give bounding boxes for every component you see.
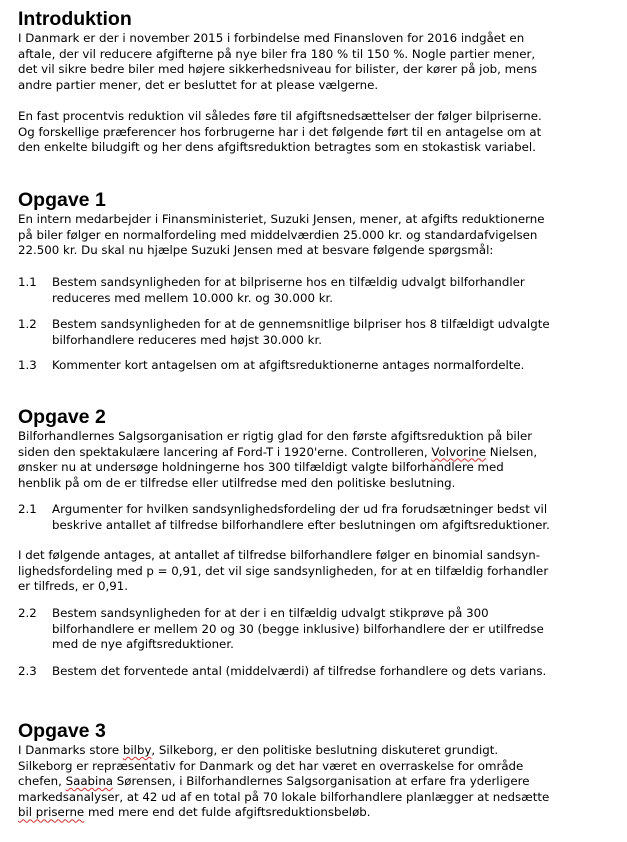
text-line: det vil sikre bedre biler med højere sikkerhedsniveau for bilister, der kører på job, mens	[18, 62, 538, 77]
text-line: Og forskellige præferencer hos forbrugerne har i det følgende ført til en antagelse om at	[18, 124, 542, 139]
text-line: En fast procentvis reduktion vil således føre til afgiftsnedsættelser der følger bilpriserne.	[18, 109, 542, 123]
text-line: andre partier mener, det er besluttet for at please vælgerne.	[18, 77, 379, 92]
text-line: I det følgende antages, at antallet af tilfredse bilforhandlere følger en binomial sandsyn-	[18, 548, 541, 562]
text-line: I Danmark er der i november 2015 i forbindelse med Finansloven for 2016 indgået en	[18, 31, 525, 45]
text-line: beskrive antallet af tilfredse bilforhandlere efter beslutningen om afgiftsreduktioner.	[52, 517, 550, 532]
text-line: aftale, der vil reducere afgifterne på nye biler fra 180 % til 150 %. Nogle partier mener,	[18, 46, 536, 61]
text-line	[18, 445, 618, 461]
text-line: markedsanalyser, at 42 ud af en total på 70 lokale bilforhandlere planlægger at nedsætte	[18, 789, 550, 804]
heading-opgave-3: Opgave 3	[18, 720, 106, 742]
text-line	[18, 805, 618, 821]
text-line	[18, 774, 618, 790]
text-line: den enkelte biludgift og her dens afgiftsreduktion betragtes som en stokastisk variabel.	[18, 140, 536, 155]
text-fragment: I Danmarks store	[18, 743, 123, 757]
question-number: 1.1	[18, 275, 37, 289]
text-fragment: Sørensen, i Bilforhandlernes Salgsorganisation at erfare fra yderligere	[113, 774, 530, 789]
intro-paragraph-1	[18, 31, 618, 93]
heading-opgave-2: Opgave 2	[18, 406, 106, 428]
text-line: Silkeborg er repræsentativ for Danmark og det har været en overraskelse for område	[18, 758, 524, 773]
spellcheck-flagged-word: Saabina	[65, 774, 114, 789]
question-number: 1.3	[18, 358, 37, 372]
text-line: Bestem sandsynligheden for at de gennemsnitlige bilpriser hos 8 tilfældigt udvalgte	[52, 317, 550, 331]
text-line: Kommenter kort antagelsen om at afgiftsreduktionerne antages normalfordelte.	[52, 358, 525, 372]
question-number: 2.3	[18, 664, 37, 678]
question-number: 1.2	[18, 317, 37, 331]
text-line: henblik på om de er tilfredse eller utilfredse med den politiske beslutning.	[18, 475, 456, 490]
text-fragment: med mere end det fulde afgiftsreduktionsbeløb.	[84, 805, 371, 820]
text-line: En intern medarbejder i Finansministeriet, Suzuki Jensen, mener, at afgifts reduktionerne	[18, 212, 545, 226]
text-line: med de nye afgiftsreduktioner.	[52, 637, 234, 652]
text-line: Bilforhandlernes Salgsorganisation er rigtig glad for den første afgiftsreduktion på biler	[18, 429, 533, 443]
task2-paragraph-2	[18, 548, 618, 595]
text-fragment: , Silkeborg, er den politiske beslutning diskuteret grundigt.	[151, 743, 499, 757]
text-line: Bestem sandsynligheden for at der i en tilfældig udvalgt stikprøve på 300	[52, 606, 489, 620]
question-number: 2.2	[18, 606, 37, 620]
text-line: Bestem det forventede antal (middelværdi) af tilfredse forhandlere og dets varians.	[52, 664, 547, 678]
text-line: bilforhandlere er mellem 20 og 30 (begge inklusive) bilforhandlere der er utilfredse	[52, 621, 544, 636]
text-line	[18, 743, 618, 759]
text-line: bilforhandlere reduceres med højst 30.000 kr.	[52, 332, 323, 347]
intro-paragraph-2	[18, 109, 618, 156]
text-line: reduceres med mellem 10.000 kr. og 30.000 kr.	[52, 290, 334, 305]
task1-paragraph	[18, 212, 618, 259]
text-fragment: Nielsen,	[486, 444, 538, 459]
text-line: Bestem sandsynligheden for at bilpriserne hos en tilfældig udvalgt bilforhandler	[52, 275, 525, 289]
spellcheck-flagged-word: bil priserne	[18, 805, 85, 820]
text-line: lighedsfordeling med p = 0,91, det vil sige sandsynligheden, for at en tilfældig forhandler	[18, 563, 549, 578]
heading-introduktion: Introduktion	[18, 8, 132, 30]
heading-opgave-1: Opgave 1	[18, 189, 106, 211]
task3-paragraph	[18, 743, 618, 821]
text-line: Argumenter for hvilken sandsynlighedsfordeling der ud fra forudsætninger bedst vil	[52, 502, 548, 516]
text-line: er tilfreds, er 0,91.	[18, 579, 129, 594]
text-line: 22.500 kr. Du skal nu hjælpe Suzuki Jensen med at besvare følgende spørgsmål:	[18, 243, 494, 258]
text-line: på biler følger en normalfordeling med middelværdien 25.000 kr. og standardafvigelsen	[18, 227, 538, 242]
task2-paragraph-1	[18, 429, 618, 491]
question-number: 2.1	[18, 502, 37, 516]
text-fragment: chefen,	[18, 774, 66, 789]
text-fragment: siden den spektakulære lancering af Ford-T i 1920'erne. Controlleren,	[18, 444, 432, 459]
spellcheck-flagged-word: Volvorine	[431, 444, 487, 459]
spellcheck-flagged-word: bilby	[122, 743, 152, 757]
text-line: ønsker nu at undersøge holdningerne hos 300 tilfældigt valgte bilforhandlere med	[18, 460, 504, 475]
